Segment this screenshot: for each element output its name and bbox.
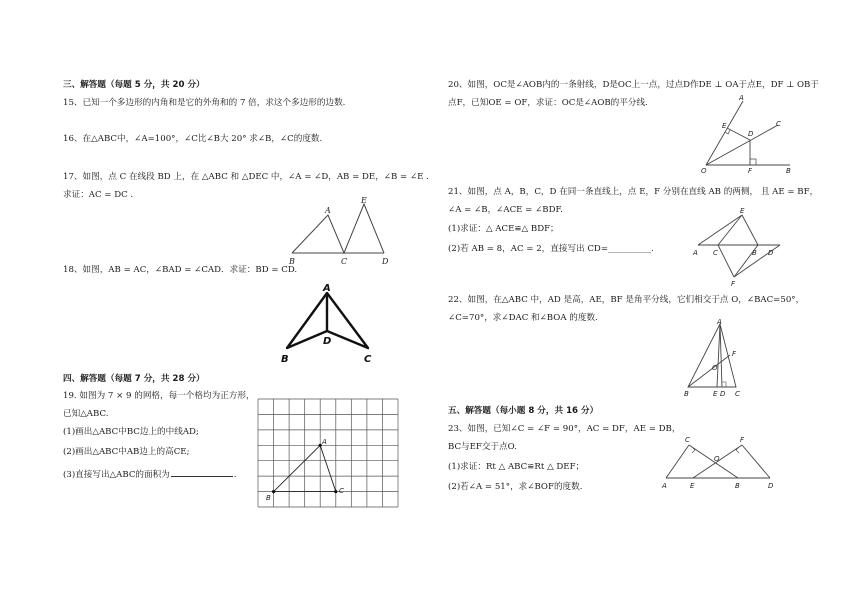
q21-label-f: F xyxy=(731,280,736,288)
answer-blank xyxy=(171,467,233,477)
question-21-line1: 21、如图，点 A，B，C，D 在同一条直线上，点 E，F 分别在直线 AB 的两侧， 且 AE = BF， xyxy=(448,187,819,197)
q23-label-f: F xyxy=(740,436,745,444)
question-21-part2: (2)若 AB = 8，AC = 2，直接写出 CD=__________. xyxy=(448,244,654,254)
q22-label-c: C xyxy=(735,390,740,398)
q20-label-e: E xyxy=(722,122,727,130)
question-15: 15、已知一个多边形的内角和是它的外角和的 7 倍，求这个多边形的边数. xyxy=(63,98,346,108)
q21-label-a: A xyxy=(693,249,698,257)
q23-label-a: A xyxy=(662,482,667,490)
question-19-part1: (1)画出△ABC中BC边上的中线AD; xyxy=(63,427,199,437)
q22-label-f: F xyxy=(732,350,737,358)
q20-label-f: F xyxy=(748,167,753,175)
q22-label-o: O xyxy=(712,364,718,372)
q22-label-d: D xyxy=(720,390,726,398)
question-22-line2: ∠C=70°，求∠DAC 和∠BOA 的度数. xyxy=(448,313,598,323)
q23-label-c: C xyxy=(685,436,690,444)
question-23-line1: 23、如图，已知∠C = ∠F = 90°，AC = DF，AE = DB， xyxy=(448,424,681,434)
section-4-title: 四、解答题（每题 7 分，共 28 分） xyxy=(63,374,205,384)
q20-label-o: O xyxy=(701,167,707,175)
q23-label-b: B xyxy=(735,482,740,490)
q20-figure xyxy=(698,93,803,173)
q17-label-d: D xyxy=(382,257,389,266)
q23-label-d: D xyxy=(768,482,774,490)
q22-label-e: E xyxy=(713,390,718,398)
question-20-line1: 20、如图，OC是∠AOB内的一条射线，D是OC上一点，过点D作DE ⊥ OA于点E，DF ⊥ OB于 xyxy=(448,80,819,90)
q19-grid-figure xyxy=(256,397,401,509)
q22-label-b: B xyxy=(684,390,689,398)
q18-label-c: C xyxy=(364,354,372,365)
q19-label-b: B xyxy=(266,494,271,502)
question-17-line2: 求证：AC = DC . xyxy=(63,190,134,200)
q20-label-c: C xyxy=(776,120,781,128)
q21-label-c: C xyxy=(713,249,718,257)
question-22-line1: 22、如图，在△ABC 中，AD 是高，AE，BF 是角平分线，它们相交于点 O，∠BAC=50°， xyxy=(448,295,805,305)
q21-label-e: E xyxy=(740,207,745,215)
q20-label-b: B xyxy=(786,167,791,175)
q21-label-b: B xyxy=(752,249,757,257)
q17-label-c: C xyxy=(341,257,348,266)
question-20-line2: 点F，已知OE = OF，求证：OC是∠AOB的平分线. xyxy=(448,98,648,108)
q21-label-d: D xyxy=(768,249,774,257)
question-19-line1: 19. 如图为 7 × 9 的网格，每一个格均为正方形， xyxy=(63,391,255,401)
q21-figure xyxy=(690,205,790,290)
q17-label-e: E xyxy=(361,196,367,205)
question-17-line1: 17、如图，点 C 在线段 BD 上，在 △ABC 和 △DEC 中，∠A = ∠D，AB = DE，∠B = ∠E . xyxy=(63,172,429,182)
question-16: 16、在△ABC中，∠A=100°，∠C比∠B大 20° 求∠B，∠C的度数. xyxy=(63,134,323,144)
question-19-part2: (2)画出△ABC中AB边上的高CE; xyxy=(63,447,190,457)
q22-figure xyxy=(682,318,752,400)
q23-figure xyxy=(660,428,780,493)
question-21-part1: (1)求证：△ ACE≌△ BDF； xyxy=(448,224,559,234)
section-3-title: 三、解答题（每题 5 分，共 20 分） xyxy=(63,80,205,90)
q18-label-d: D xyxy=(323,336,332,347)
q18-label-b: B xyxy=(281,354,289,365)
question-21-line2: ∠A = ∠B，∠ACE = ∠BDF. xyxy=(448,205,563,215)
q20-label-a: A xyxy=(739,94,744,102)
question-18: 18、如图，AB = AC，∠BAD = ∠CAD．求证：BD = CD. xyxy=(63,265,298,275)
q17-label-a: A xyxy=(325,206,331,215)
q23-label-o: O xyxy=(714,455,720,463)
question-19-part3: (3)直接写出△ABC的面积为 . xyxy=(63,467,237,481)
q17-figure xyxy=(280,198,400,268)
q22-label-a: A xyxy=(717,318,722,326)
question-19-line2: 已知△ABC. xyxy=(63,409,109,419)
q17-label-b: B xyxy=(289,257,295,266)
q20-label-d: D xyxy=(748,130,754,138)
q23-label-e: E xyxy=(690,482,695,490)
q19-label-a: A xyxy=(322,438,327,446)
q19-label-c: C xyxy=(339,487,344,495)
question-23-part2: (2)若∠A = 51°，求∠BOF的度数. xyxy=(448,482,583,492)
question-23-part1: (1)求证：Rt △ ABC≌Rt △ DEF； xyxy=(448,462,585,472)
q18-label-a: A xyxy=(323,283,331,294)
section-5-title: 五、解答题（每小题 8 分，共 16 分） xyxy=(448,406,599,416)
question-23-line2: BC与EF交于点O. xyxy=(448,442,517,452)
q18-figure xyxy=(275,283,385,368)
